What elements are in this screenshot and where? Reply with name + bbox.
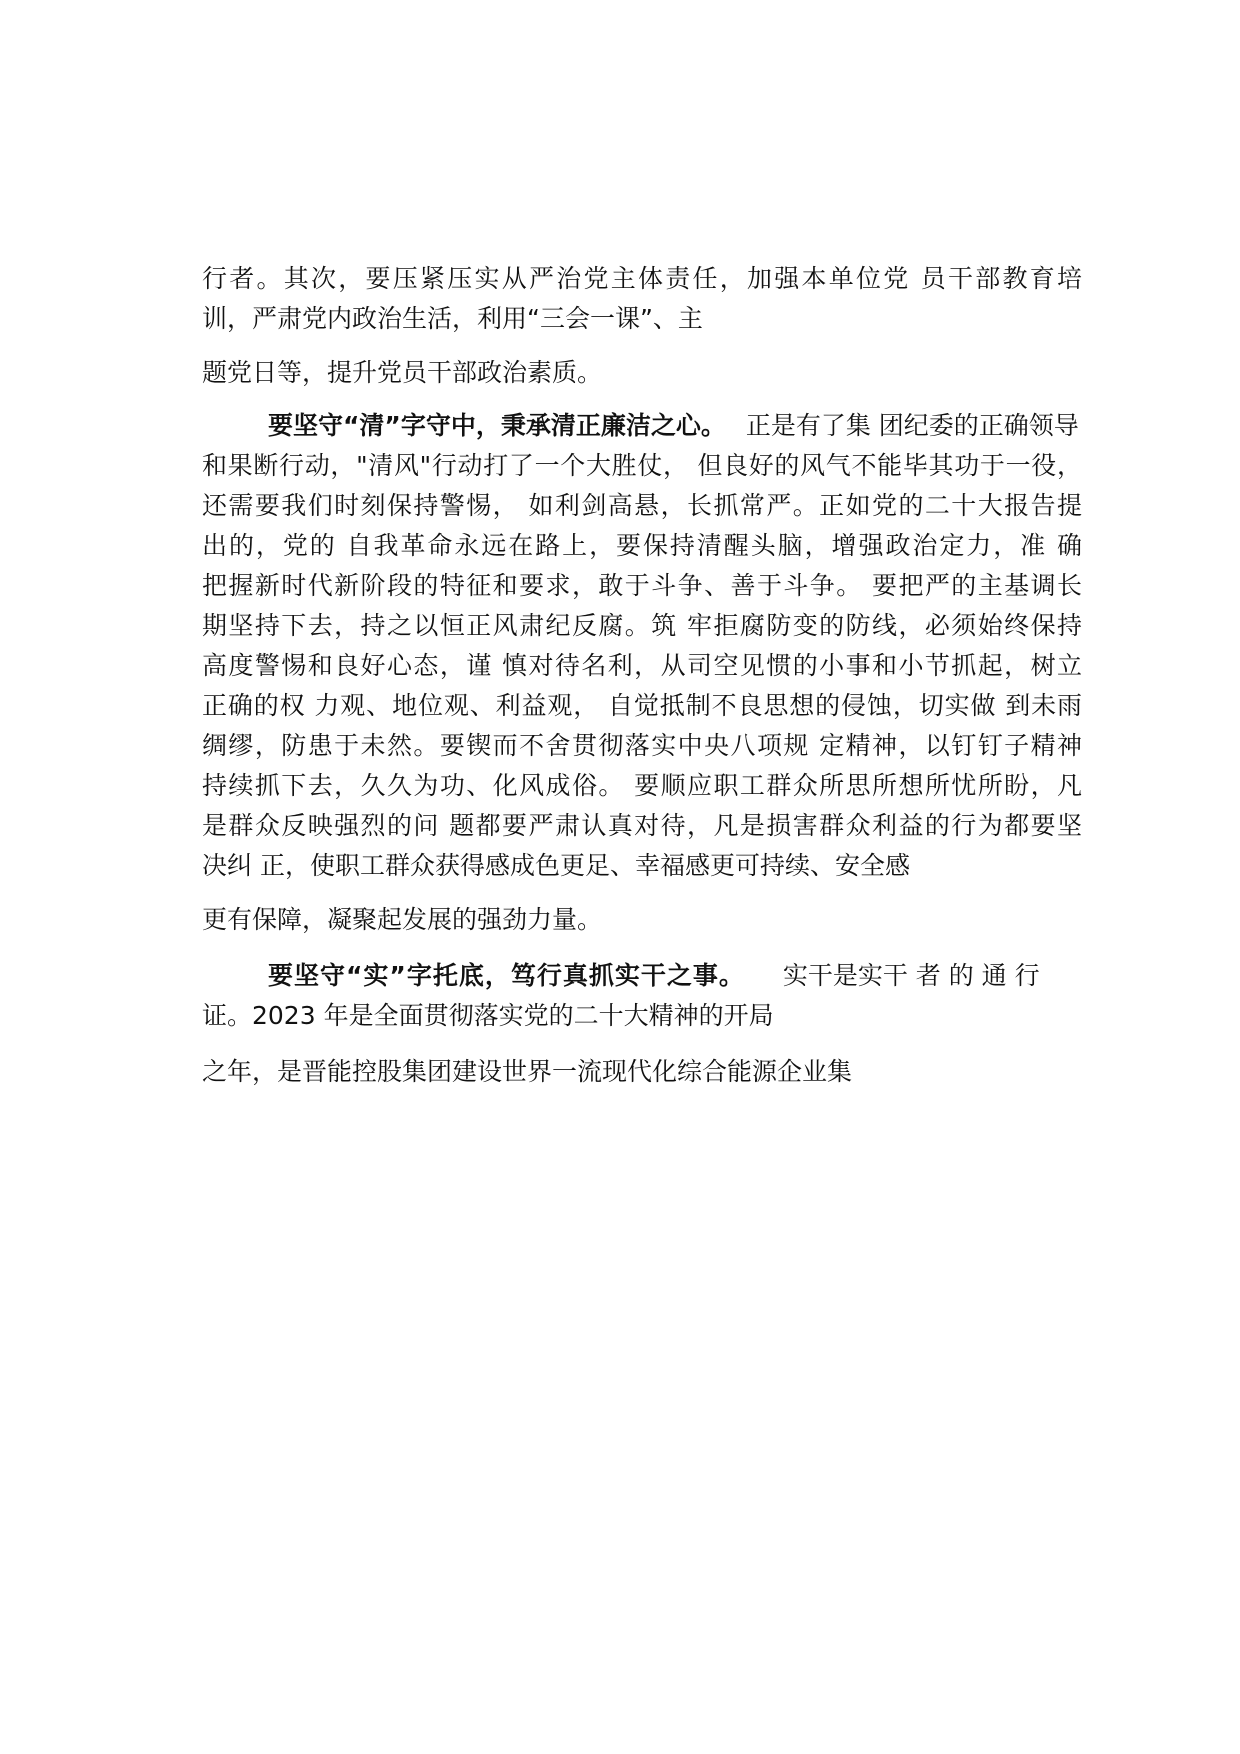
section-heading-shi: 要坚守“实”字托底，笃行真抓实干之事。 xyxy=(268,961,745,990)
body-line: 持续抓下去，久久为功、化风成俗。 要顺应职工群众所思所想所忧所盼，凡 xyxy=(202,771,1082,800)
body-line: 期坚持下去，持之以恒正风肃纪反腐。筑 牢拒腐防变的防线，必须始终保持 xyxy=(202,611,1082,640)
body-line: 之年，是晋能控股集团建设世界一流现代化综合能源企业集 xyxy=(202,1057,853,1086)
body-line: 和果断行动，"清风"行动打了一个大胜仗， 但良好的风气不能毕其功于一役， xyxy=(202,451,1082,480)
body-line: 高度警惕和良好心态，谨 慎对待名利，从司空见惯的小事和小节抓起，树立 xyxy=(202,651,1082,680)
body-line: 正确的权 力观、地位观、利益观， 自觉抵制不良思想的侵蚀，切实做 到未雨 xyxy=(202,691,1082,720)
body-line: 绸缪，防患于未然。要锲而不舍贯彻落实中央八项规 定精神，以钉钉子精神 xyxy=(202,731,1082,760)
body-line: 证。2023 年是全面贯彻落实党的二十大精神的开局 xyxy=(202,1001,774,1030)
body-line: 出的，党的 自我革命永远在路上，要保持清醒头脑，增强政治定力，准 确 xyxy=(202,531,1082,560)
body-line: 决纠 正，使职工群众获得感成色更足、幸福感更可持续、安全感 xyxy=(202,851,910,880)
body-line: 行者。其次，要压紧压实从严治党主体责任，加强本单位党 员干部教育培 xyxy=(202,264,1082,293)
body-line: 训，严肃党内政治生活，利用“三会一课”、主 xyxy=(202,304,703,333)
body-text: 正是有了集 团纪委的正确领导 xyxy=(745,411,1079,440)
body-line: 还需要我们时刻保持警惕， 如利剑高悬，长抓常严。正如党的二十大报告提 xyxy=(202,491,1082,520)
body-line: 题党日等，提升党员干部政治素质。 xyxy=(202,358,603,387)
body-line: 是群众反映强烈的问 题都要严肃认真对待，凡是损害群众利益的行为都要坚 xyxy=(202,811,1082,840)
body-text: 实干是实干 者 的 通 行 xyxy=(782,961,1040,990)
paragraph-line xyxy=(268,956,1082,996)
body-line: 把握新时代新阶段的特征和要求，敢于斗争、善于斗争。 要把严的主基调长 xyxy=(202,571,1082,600)
section-heading-qing: 要坚守“清”字守中，秉承清正廉洁之心。 xyxy=(268,411,726,440)
paragraph-line xyxy=(268,406,1082,446)
body-line: 更有保障，凝聚起发展的强劲力量。 xyxy=(202,905,603,934)
